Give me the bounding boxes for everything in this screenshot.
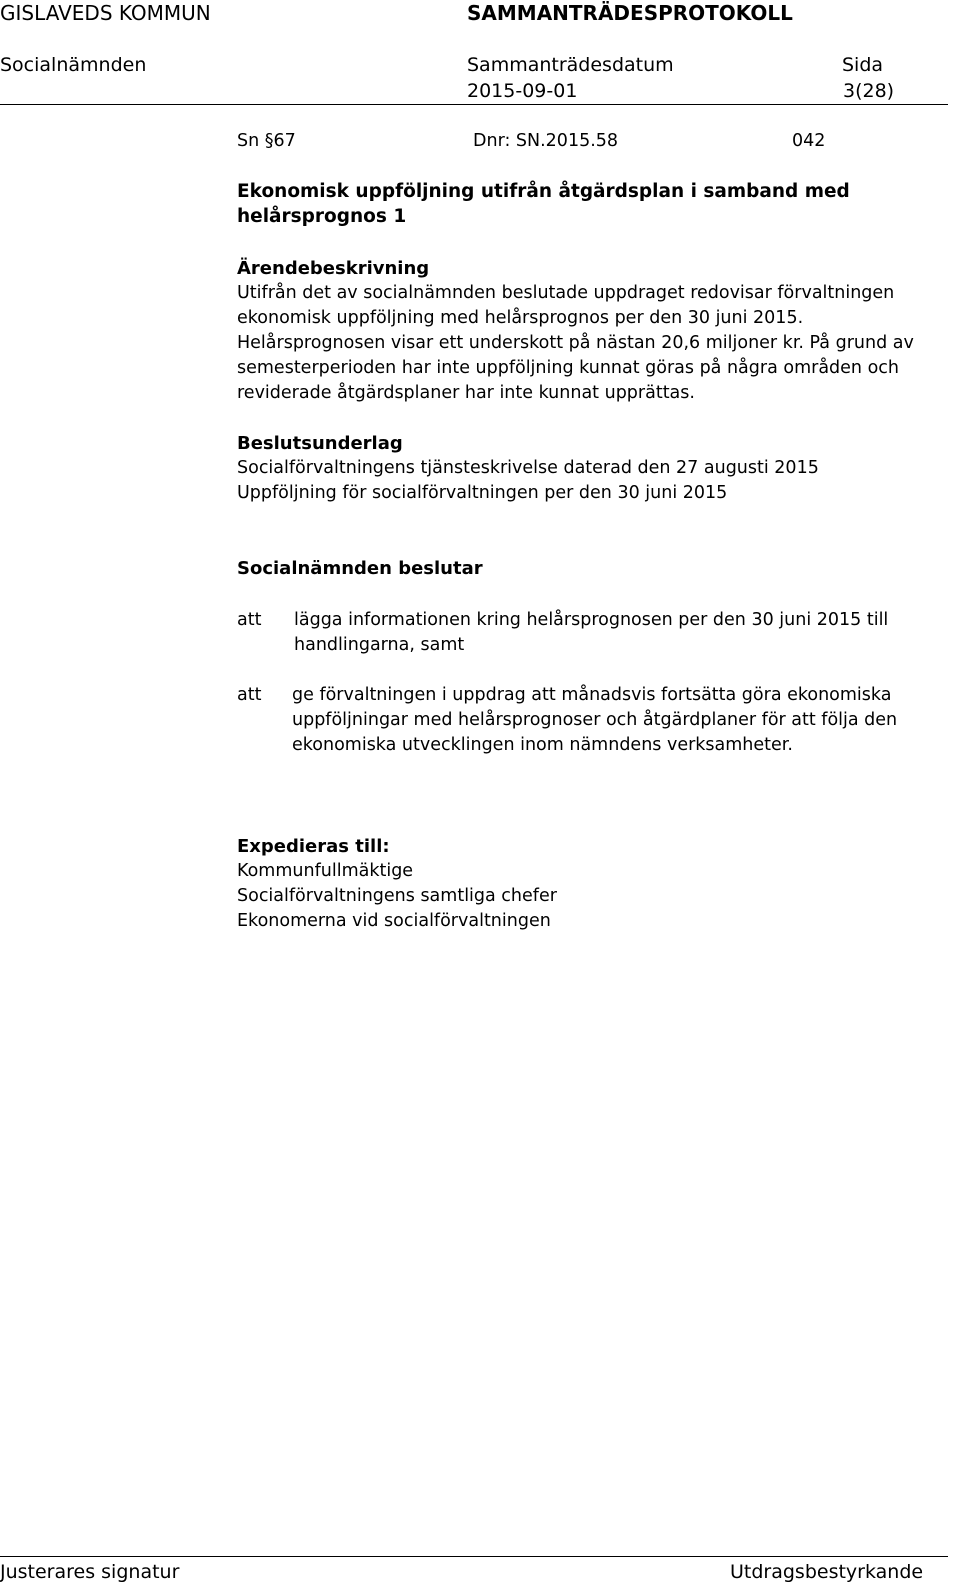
footer-rule [0,1556,948,1557]
page-number: 3(28) [843,80,895,102]
item-dnr: Dnr: SN.2015.58 [473,131,619,151]
organization-name: GISLAVEDS KOMMUN [0,1,211,25]
meeting-date: 2015-09-01 [467,80,578,102]
description-text [237,281,937,406]
decision-line: lägga informationen kring helårsprognosen per den 30 juni 2015 till [294,610,889,630]
decision-line: uppföljningar med helårsprognoser och åtgärdplaner för att följa den [292,710,898,730]
decision-line: ekonomiska utvecklingen inom nämndens verksamheter. [292,735,793,755]
basis-line: Socialförvaltningens tjänsteskrivelse daterad den 27 augusti 2015 [237,458,819,478]
distribution-recipient: Socialförvaltningens samtliga chefer [237,886,557,906]
footer-certification-label: Utdragsbestyrkande [730,1561,924,1583]
item-code: 042 [792,131,826,151]
item-title-line-1: Ekonomisk uppföljning utifrån åtgärdsplan i samband med [237,181,850,202]
description-line: semesterperioden har inte uppföljning kunnat göras på några områden och [237,358,899,378]
decision-prefix: att [237,685,262,705]
description-line: ekonomisk uppföljning med helårsprognos per den 30 juni 2015. [237,308,804,328]
item-title-line-2: helårsprognos 1 [237,206,407,227]
basis-text [237,456,937,506]
distribution-list [237,859,937,934]
description-heading: Ärendebeskrivning [237,258,430,279]
distribution-recipient: Ekonomerna vid socialförvaltningen [237,911,551,931]
page-label: Sida [842,54,884,76]
committee-name: Socialnämnden [0,54,147,76]
decision-item-2 [292,683,897,758]
decision-line: handlingarna, samt [294,635,465,655]
decision-heading: Socialnämnden beslutar [237,558,483,579]
description-line: reviderade åtgärdsplaner har inte kunnat upprättas. [237,383,695,403]
decision-item-1 [294,608,888,658]
description-line: Utifrån det av socialnämnden beslutade uppdraget redovisar förvaltningen [237,283,895,303]
distribution-recipient: Kommunfullmäktige [237,861,414,881]
document-type: SAMMANTRÄDESPROTOKOLL [467,1,793,25]
item-number: Sn §67 [237,131,296,151]
header-rule [0,104,948,105]
decision-prefix: att [237,610,262,630]
description-line: Helårsprognosen visar ett underskott på nästan 20,6 miljoner kr. På grund av [237,333,914,353]
basis-heading: Beslutsunderlag [237,433,403,454]
distribution-heading: Expedieras till: [237,836,390,857]
meeting-date-label: Sammanträdesdatum [467,54,674,76]
basis-line: Uppföljning för socialförvaltningen per den 30 juni 2015 [237,483,728,503]
decision-line: ge förvaltningen i uppdrag att månadsvis fortsätta göra ekonomiska [292,685,892,705]
footer-signature-label: Justerares signatur [0,1561,180,1583]
